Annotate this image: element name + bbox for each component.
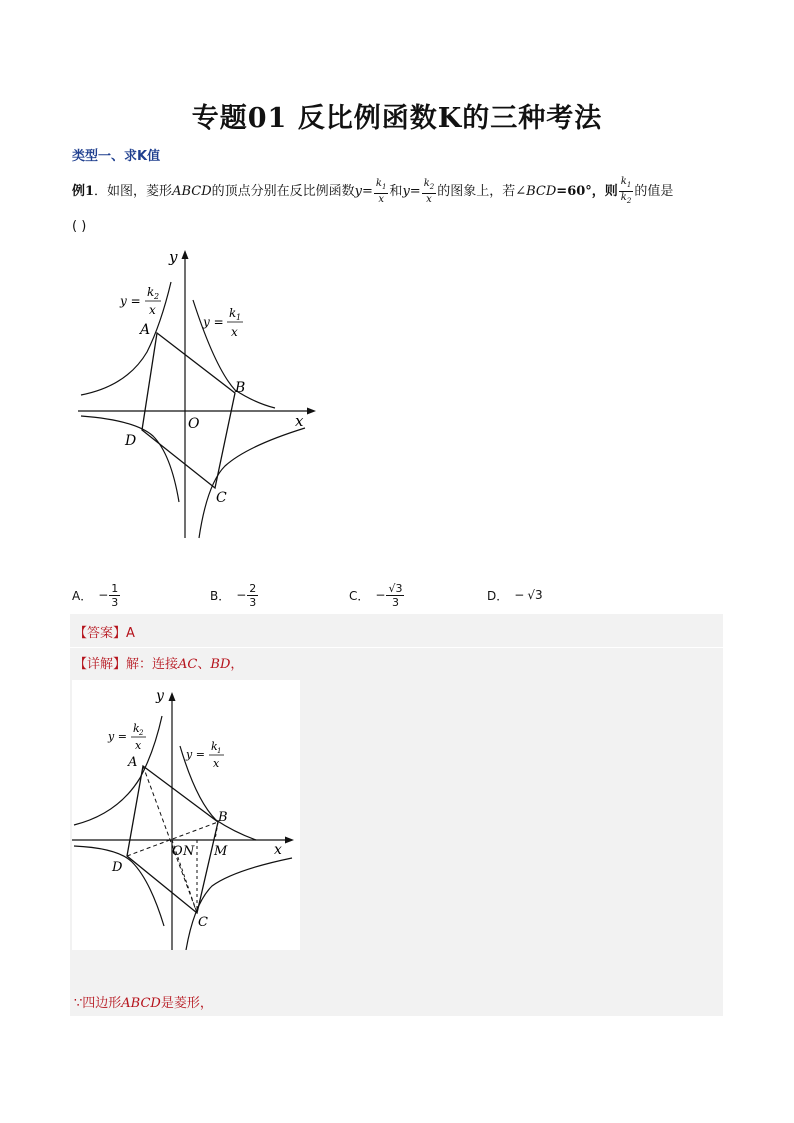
detail-tag: 【详解】	[74, 657, 127, 672]
question-text-c: 和	[389, 184, 403, 199]
answer-line	[74, 622, 135, 641]
svg-text:1: 1	[217, 747, 222, 755]
fig2-label-c: C	[198, 915, 208, 930]
svg-text:x: x	[149, 303, 156, 317]
fig2-label-x: x	[274, 842, 282, 858]
fig1-curve-k1-label	[202, 306, 243, 339]
ratio-fraction: $\frac{k_1}{k_2}$	[620, 176, 632, 205]
option-b-fraction: $\frac{2}{3}$	[249, 581, 257, 609]
answer-panel	[70, 614, 723, 1016]
svg-text:k: k	[229, 306, 237, 320]
svg-text:k: k	[211, 740, 218, 753]
question-label: 例1	[72, 184, 95, 199]
detail-text: 解：连接	[126, 657, 179, 672]
option-c[interactable]: C． − $\frac{√3}{3}$	[349, 581, 403, 609]
svg-text:x: x	[231, 325, 238, 339]
answer-tag: 【答案】	[74, 626, 127, 641]
svg-text:k: k	[147, 285, 155, 299]
options-row	[72, 578, 722, 612]
fig2-label-o: O	[172, 844, 183, 859]
detail-line	[74, 653, 243, 672]
x-axis-arrow	[307, 408, 316, 415]
fig1-label-x: x	[295, 412, 304, 430]
svg-text:x: x	[135, 739, 142, 752]
fig2-curve-k1-label	[185, 740, 224, 770]
figure-2-container	[72, 680, 300, 950]
fig1-label-a: A	[140, 322, 151, 338]
svg-text:y =: y =	[186, 748, 205, 761]
detail-comma: ，	[230, 657, 244, 672]
question-text-e: =60°，则	[556, 184, 618, 199]
option-a[interactable]: A． − $\frac{1}{3}$	[72, 581, 119, 609]
detail-sep: 、	[197, 657, 211, 672]
option-d[interactable]: D． − √3	[487, 588, 543, 603]
fig2-label-b: B	[218, 810, 228, 825]
svg-text:y =: y =	[203, 315, 224, 329]
solution-shape: ABCD	[121, 996, 161, 1011]
fig2-label-a: A	[128, 755, 138, 770]
question-text-a: ．如图，菱形	[94, 184, 173, 199]
option-b[interactable]: B． − $\frac{2}{3}$	[210, 581, 257, 609]
solution-text: 是菱形，	[160, 996, 213, 1011]
func1-y: y=	[354, 184, 373, 199]
fig1-label-o: O	[188, 416, 200, 432]
svg-text:k: k	[133, 722, 140, 735]
func2-fraction: $\frac{k_2}{x}$	[423, 178, 435, 205]
question-line	[72, 176, 673, 207]
answer-value: A	[126, 626, 135, 641]
detail-seg2: BD	[210, 657, 231, 672]
fig2-label-y: y	[156, 688, 164, 704]
func2-y: y=	[402, 184, 421, 199]
fig2-curve-k1-lower	[74, 846, 164, 926]
answer-parentheses: ( )	[72, 219, 87, 234]
fig1-label-d: D	[125, 433, 137, 449]
curve-k1-lower-branch	[81, 416, 179, 502]
figure-2-graph	[72, 680, 300, 950]
figure-1-graph	[75, 240, 320, 540]
svg-text:2: 2	[139, 729, 144, 737]
option-d-value: √3	[527, 588, 543, 602]
svg-text:y =: y =	[108, 730, 127, 743]
fig1-label-b: B	[235, 380, 246, 396]
answer-separator	[70, 647, 723, 648]
question-text-f: 的值是	[634, 184, 674, 199]
option-c-fraction: $\frac{√3}{3}$	[388, 581, 403, 609]
fig2-label-m: M	[214, 844, 228, 859]
question-shape: ABCD	[172, 184, 212, 199]
svg-text:2: 2	[154, 292, 160, 301]
svg-text:y =: y =	[120, 294, 141, 308]
page-title: 专题01 反比例函数K的三种考法	[191, 103, 603, 134]
section-type-label: 类型一、求K值	[72, 149, 161, 164]
fig1-label-y: y	[169, 248, 178, 266]
solution-line-1	[74, 992, 213, 1011]
svg-text:1: 1	[236, 313, 242, 322]
option-a-fraction: $\frac{1}{3}$	[111, 581, 119, 609]
fig1-label-c: C	[216, 490, 227, 506]
fig2-curve-k2-label	[107, 722, 146, 752]
svg-text:x: x	[213, 757, 220, 770]
y-axis-arrow	[182, 250, 189, 259]
fig2-label-d: D	[112, 860, 123, 875]
func1-fraction: $\frac{k_1}{x}$	[375, 178, 387, 205]
fig1-curve-k2-label	[119, 285, 161, 317]
curve-k2-lower-branch	[199, 428, 305, 538]
question-text-b: 的顶点分别在反比例函数	[211, 184, 355, 199]
question-text-d: 的图象上，若	[437, 184, 516, 199]
fig2-y-axis-arrow	[169, 692, 176, 701]
question-angle: ∠BCD	[515, 184, 557, 199]
fig2-curve-k2-lower	[186, 858, 292, 950]
detail-seg1: AC	[178, 657, 198, 672]
fig2-x-axis-arrow	[285, 837, 294, 844]
because-text: ∵四边形	[74, 996, 122, 1011]
fig2-label-n: N	[183, 844, 195, 859]
